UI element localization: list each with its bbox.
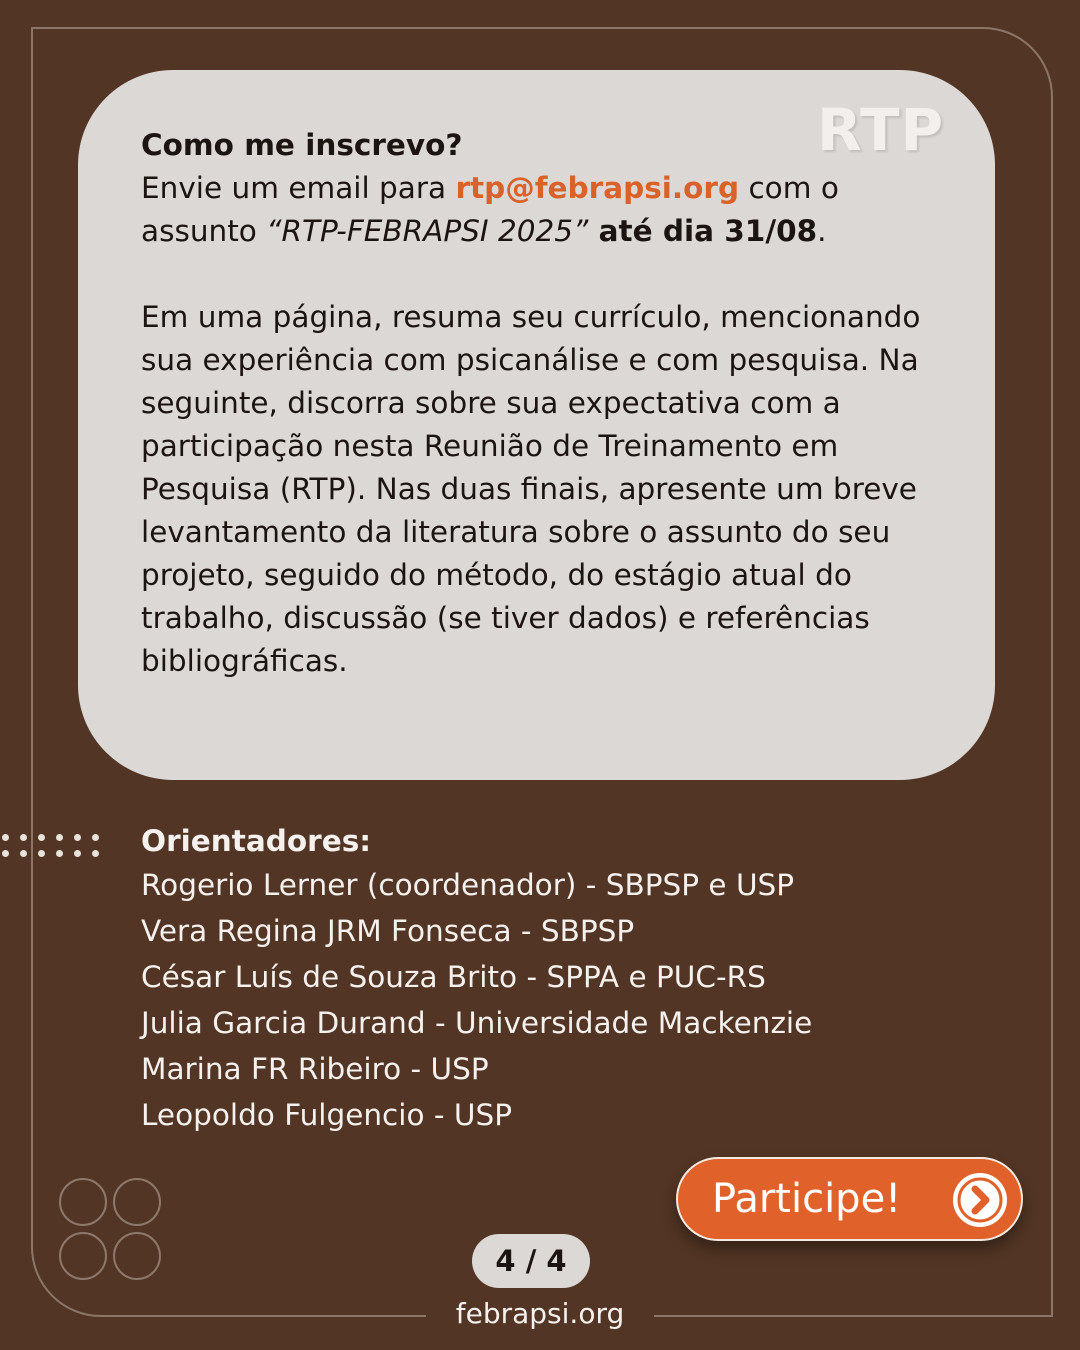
decorative-circles xyxy=(59,1178,165,1284)
card-text xyxy=(141,124,971,683)
decorative-dots xyxy=(0,831,104,861)
orientador-item: Marina FR Ribeiro - USP xyxy=(141,1052,489,1086)
orientador-item: Vera Regina JRM Fonseca - SBPSP xyxy=(141,914,635,948)
orientador-item: Julia Garcia Durand - Universidade Mackenzie xyxy=(141,1006,813,1040)
orientadores-title: Orientadores: xyxy=(141,824,372,858)
participate-button[interactable] xyxy=(676,1157,1023,1241)
line1-pre: Envie um email para xyxy=(141,171,456,205)
line2-pre: assunto xyxy=(141,214,267,248)
orientadores-list xyxy=(141,862,1041,1138)
chevron-right-icon xyxy=(951,1171,1009,1229)
line2-post: . xyxy=(817,214,827,248)
orientador-item: Rogerio Lerner (coordenador) - SBPSP e USP xyxy=(141,868,795,902)
instructions-paragraph: Em uma página, resuma seu currículo, mencionando sua experiência com psicanálise e com pesquisa. Na seguinte, discorra sobre sua expectativa com a participação nesta Reunião de Treinamento em Pesquisa (RTP). Nas duas finais, apresente um breve levantamento da literatura sobre o assunto do seu projeto, seguido do método, do estágio atual do trabalho, discussão (se tiver dados) e referências bibliográficas. xyxy=(141,300,921,678)
pagination-indicator: 4 / 4 xyxy=(472,1234,590,1288)
orientadores-section xyxy=(141,820,1041,1138)
deadline: até dia 31/08 xyxy=(588,214,818,248)
question-heading: Como me inscrevo? xyxy=(141,128,463,162)
footer-url[interactable]: febrapsi.org xyxy=(455,1297,625,1330)
email-subject: “RTP-FEBRAPSI 2025” xyxy=(266,214,589,248)
registration-paragraph xyxy=(141,124,971,253)
orientador-item: César Luís de Souza Brito - SPPA e PUC-RS xyxy=(141,960,766,994)
orientador-item: Leopoldo Fulgencio - USP xyxy=(141,1098,513,1132)
email-link[interactable]: rtp@febrapsi.org xyxy=(455,171,740,205)
participate-label: Participe! xyxy=(712,1176,902,1222)
brand-mark: RTP xyxy=(817,96,945,164)
line1-post: com o xyxy=(739,171,839,205)
